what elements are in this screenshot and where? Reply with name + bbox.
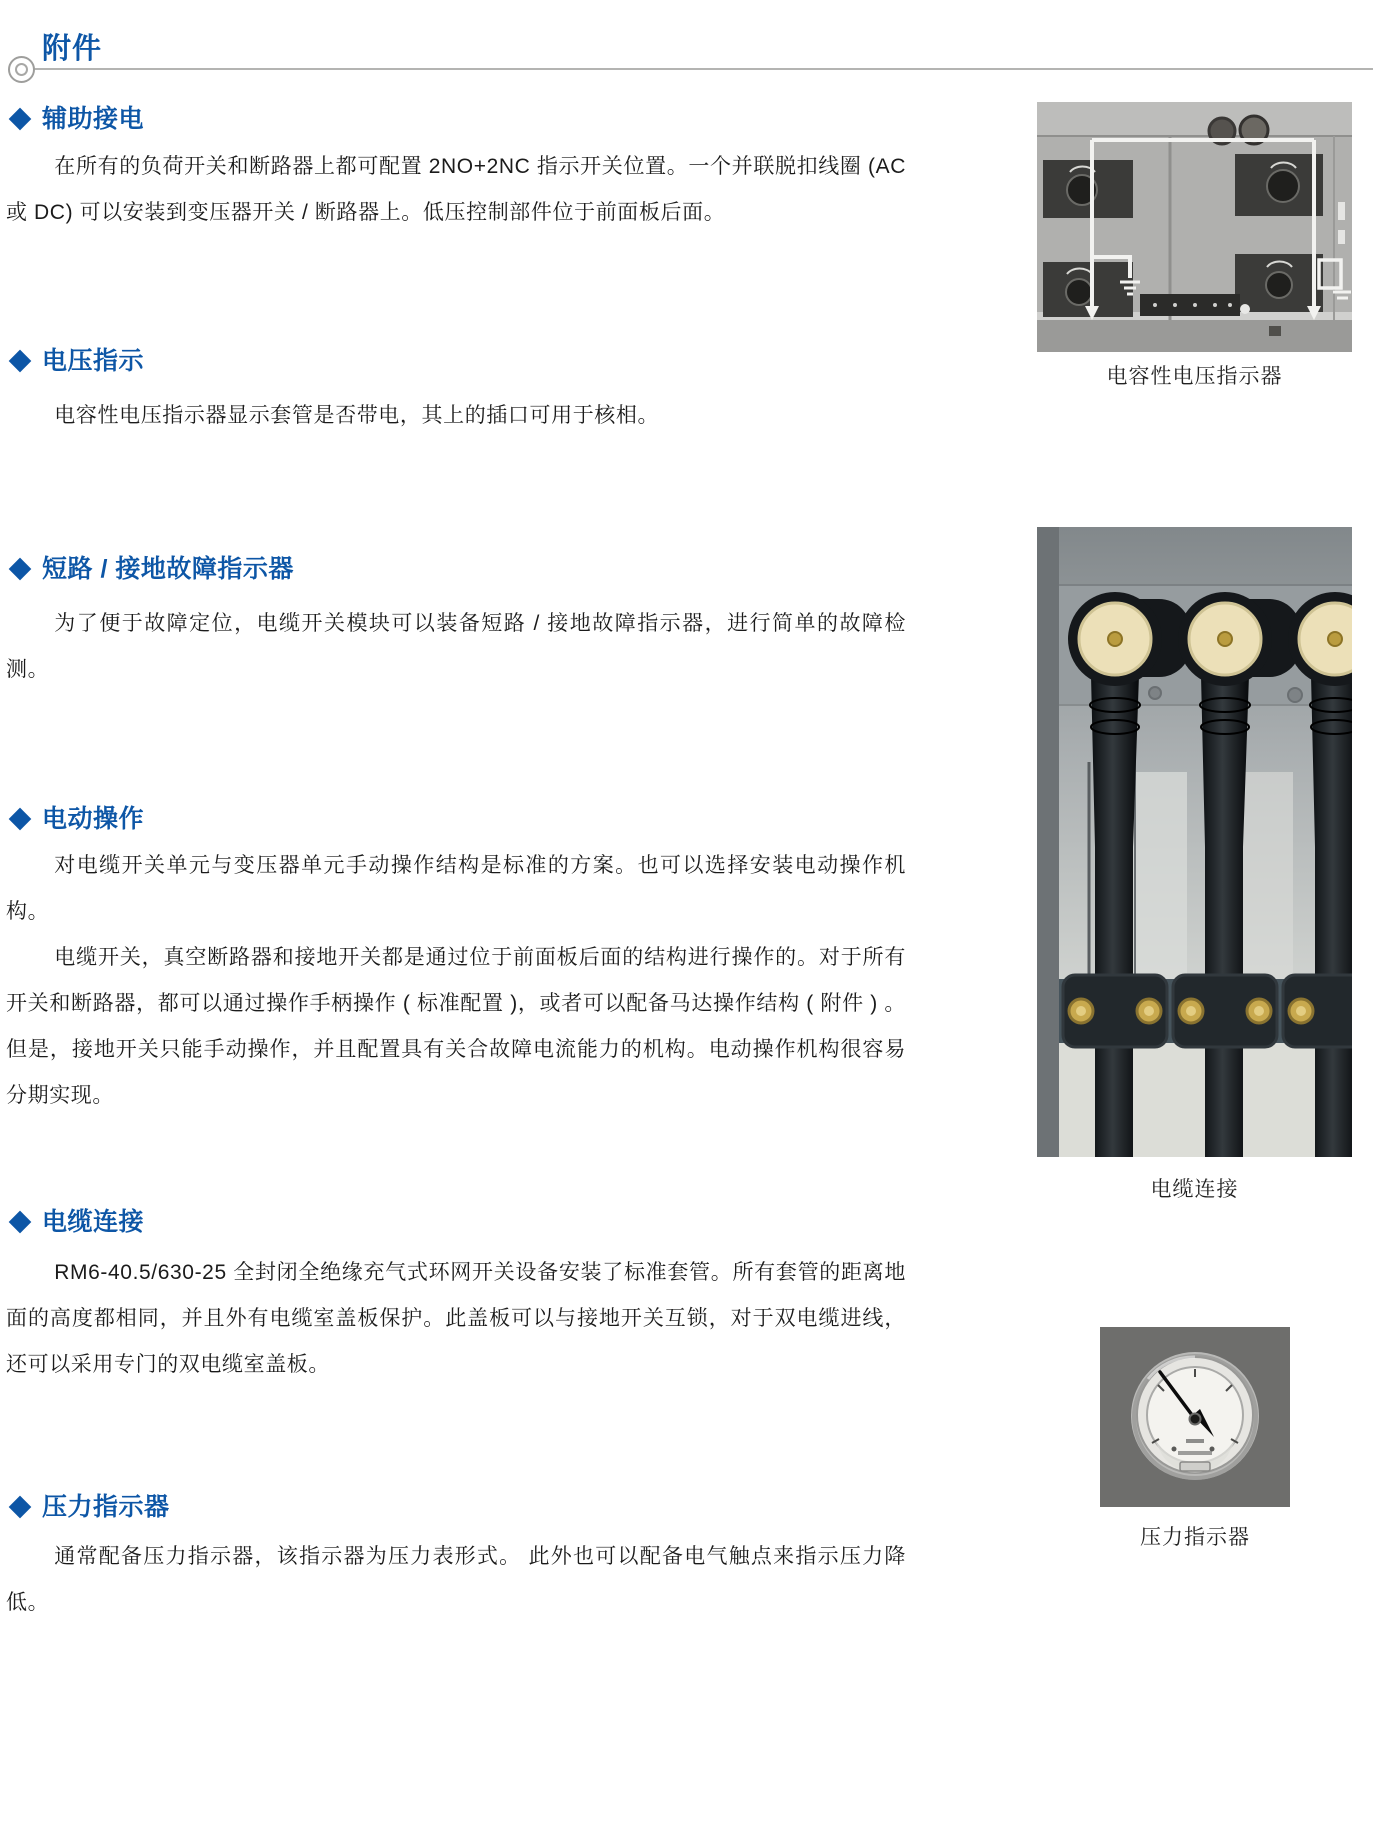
diamond-bullet-icon (9, 350, 32, 373)
section-heading-row (6, 553, 906, 585)
figure-caption: 电缆连接 (1150, 1178, 1239, 1201)
double-ring-icon (8, 56, 35, 83)
section-body (6, 393, 906, 439)
paragraph: 对电缆开关单元与变压器单元手动操作结构是标准的方案。也可以选择安装电动操作机构。 (6, 854, 906, 923)
header-rule (20, 68, 1373, 70)
section-cable-connection (6, 1206, 906, 1388)
diamond-bullet-icon (9, 1211, 32, 1234)
figure-pressure-indicator (1100, 1327, 1290, 1551)
section-body (6, 1534, 906, 1626)
cable-termination-art (1037, 527, 1352, 1157)
paragraph: 电容性电压指示器显示套管是否带电，其上的插口可用于核相。 (54, 404, 660, 427)
section-heading: 短路 / 接地故障指示器 (42, 555, 294, 583)
section-body (6, 144, 906, 236)
section-heading-row (6, 345, 906, 377)
section-heading: 电缆连接 (42, 1208, 145, 1236)
pressure-gauge-art (1100, 1327, 1290, 1507)
section-heading-row (6, 1491, 906, 1523)
section-body (6, 843, 906, 1119)
section-heading: 辅助接电 (42, 105, 145, 133)
capacitive-voltage-indicator-photo (1037, 102, 1352, 352)
page-title: 附件 (42, 33, 103, 65)
section-fault-indicator (6, 553, 906, 693)
section-heading: 压力指示器 (42, 1493, 170, 1521)
section-motor-operation (6, 803, 906, 1119)
figure-voltage-indicator (1037, 102, 1352, 390)
section-voltage-indication (6, 345, 906, 439)
double-ring-inner (15, 63, 28, 76)
figure-caption: 电容性电压指示器 (1106, 365, 1283, 388)
diamond-bullet-icon (9, 108, 32, 131)
section-body (6, 601, 906, 693)
paragraph: RM6-40.5/630-25 全封闭全绝缘充气式环网开关设备安装了标准套管。所有套管的距离地面的高度都相同，并且外有电缆室盖板保护。此盖板可以与接地开关互锁，对于双电缆进线，还可以采用专门的双电缆室盖板。 (6, 1261, 906, 1376)
pressure-gauge-photo (1100, 1327, 1290, 1507)
section-heading: 电动操作 (42, 805, 145, 833)
paragraph: 通常配备压力指示器，该指示器为压力表形式。 此外也可以配备电气触点来指示压力降低。 (6, 1545, 906, 1614)
cable-connection-photo (1037, 527, 1352, 1157)
paragraph: 在所有的负荷开关和断路器上都可配置 2NO+2NC 指示开关位置。一个并联脱扣线圈 (AC 或 DC) 可以安装到变压器开关 / 断路器上。低压控制部件位于前面板后面。 (6, 155, 906, 224)
paragraph: 为了便于故障定位，电缆开关模块可以装备短路 / 接地故障指示器，进行简单的故障检测。 (6, 612, 906, 681)
switchgear-panel-art (1037, 102, 1352, 352)
section-pressure-indicator (6, 1491, 906, 1626)
paragraph: 电缆开关，真空断路器和接地开关都是通过位于前面板后面的结构进行操作的。对于所有开关和断路器，都可以通过操作手柄操作 ( 标准配置 )，或者可以配备马达操作结构 ( 附件 ) 。但是，接地开关只能手动操作，并且配置具有关合故障电流能力的机构。电动操作机构很容易分期实现。 (6, 946, 906, 1107)
section-heading: 电压指示 (42, 347, 145, 375)
figure-cable-connection (1037, 527, 1352, 1203)
diamond-bullet-icon (9, 558, 32, 581)
section-heading-row (6, 803, 906, 835)
section-heading-row (6, 1206, 906, 1238)
diamond-bullet-icon (9, 1496, 32, 1519)
figure-caption: 压力指示器 (1140, 1526, 1250, 1549)
section-heading-row (6, 103, 906, 135)
section-aux-power (6, 103, 906, 236)
section-body (6, 1250, 906, 1388)
diamond-bullet-icon (9, 808, 32, 831)
